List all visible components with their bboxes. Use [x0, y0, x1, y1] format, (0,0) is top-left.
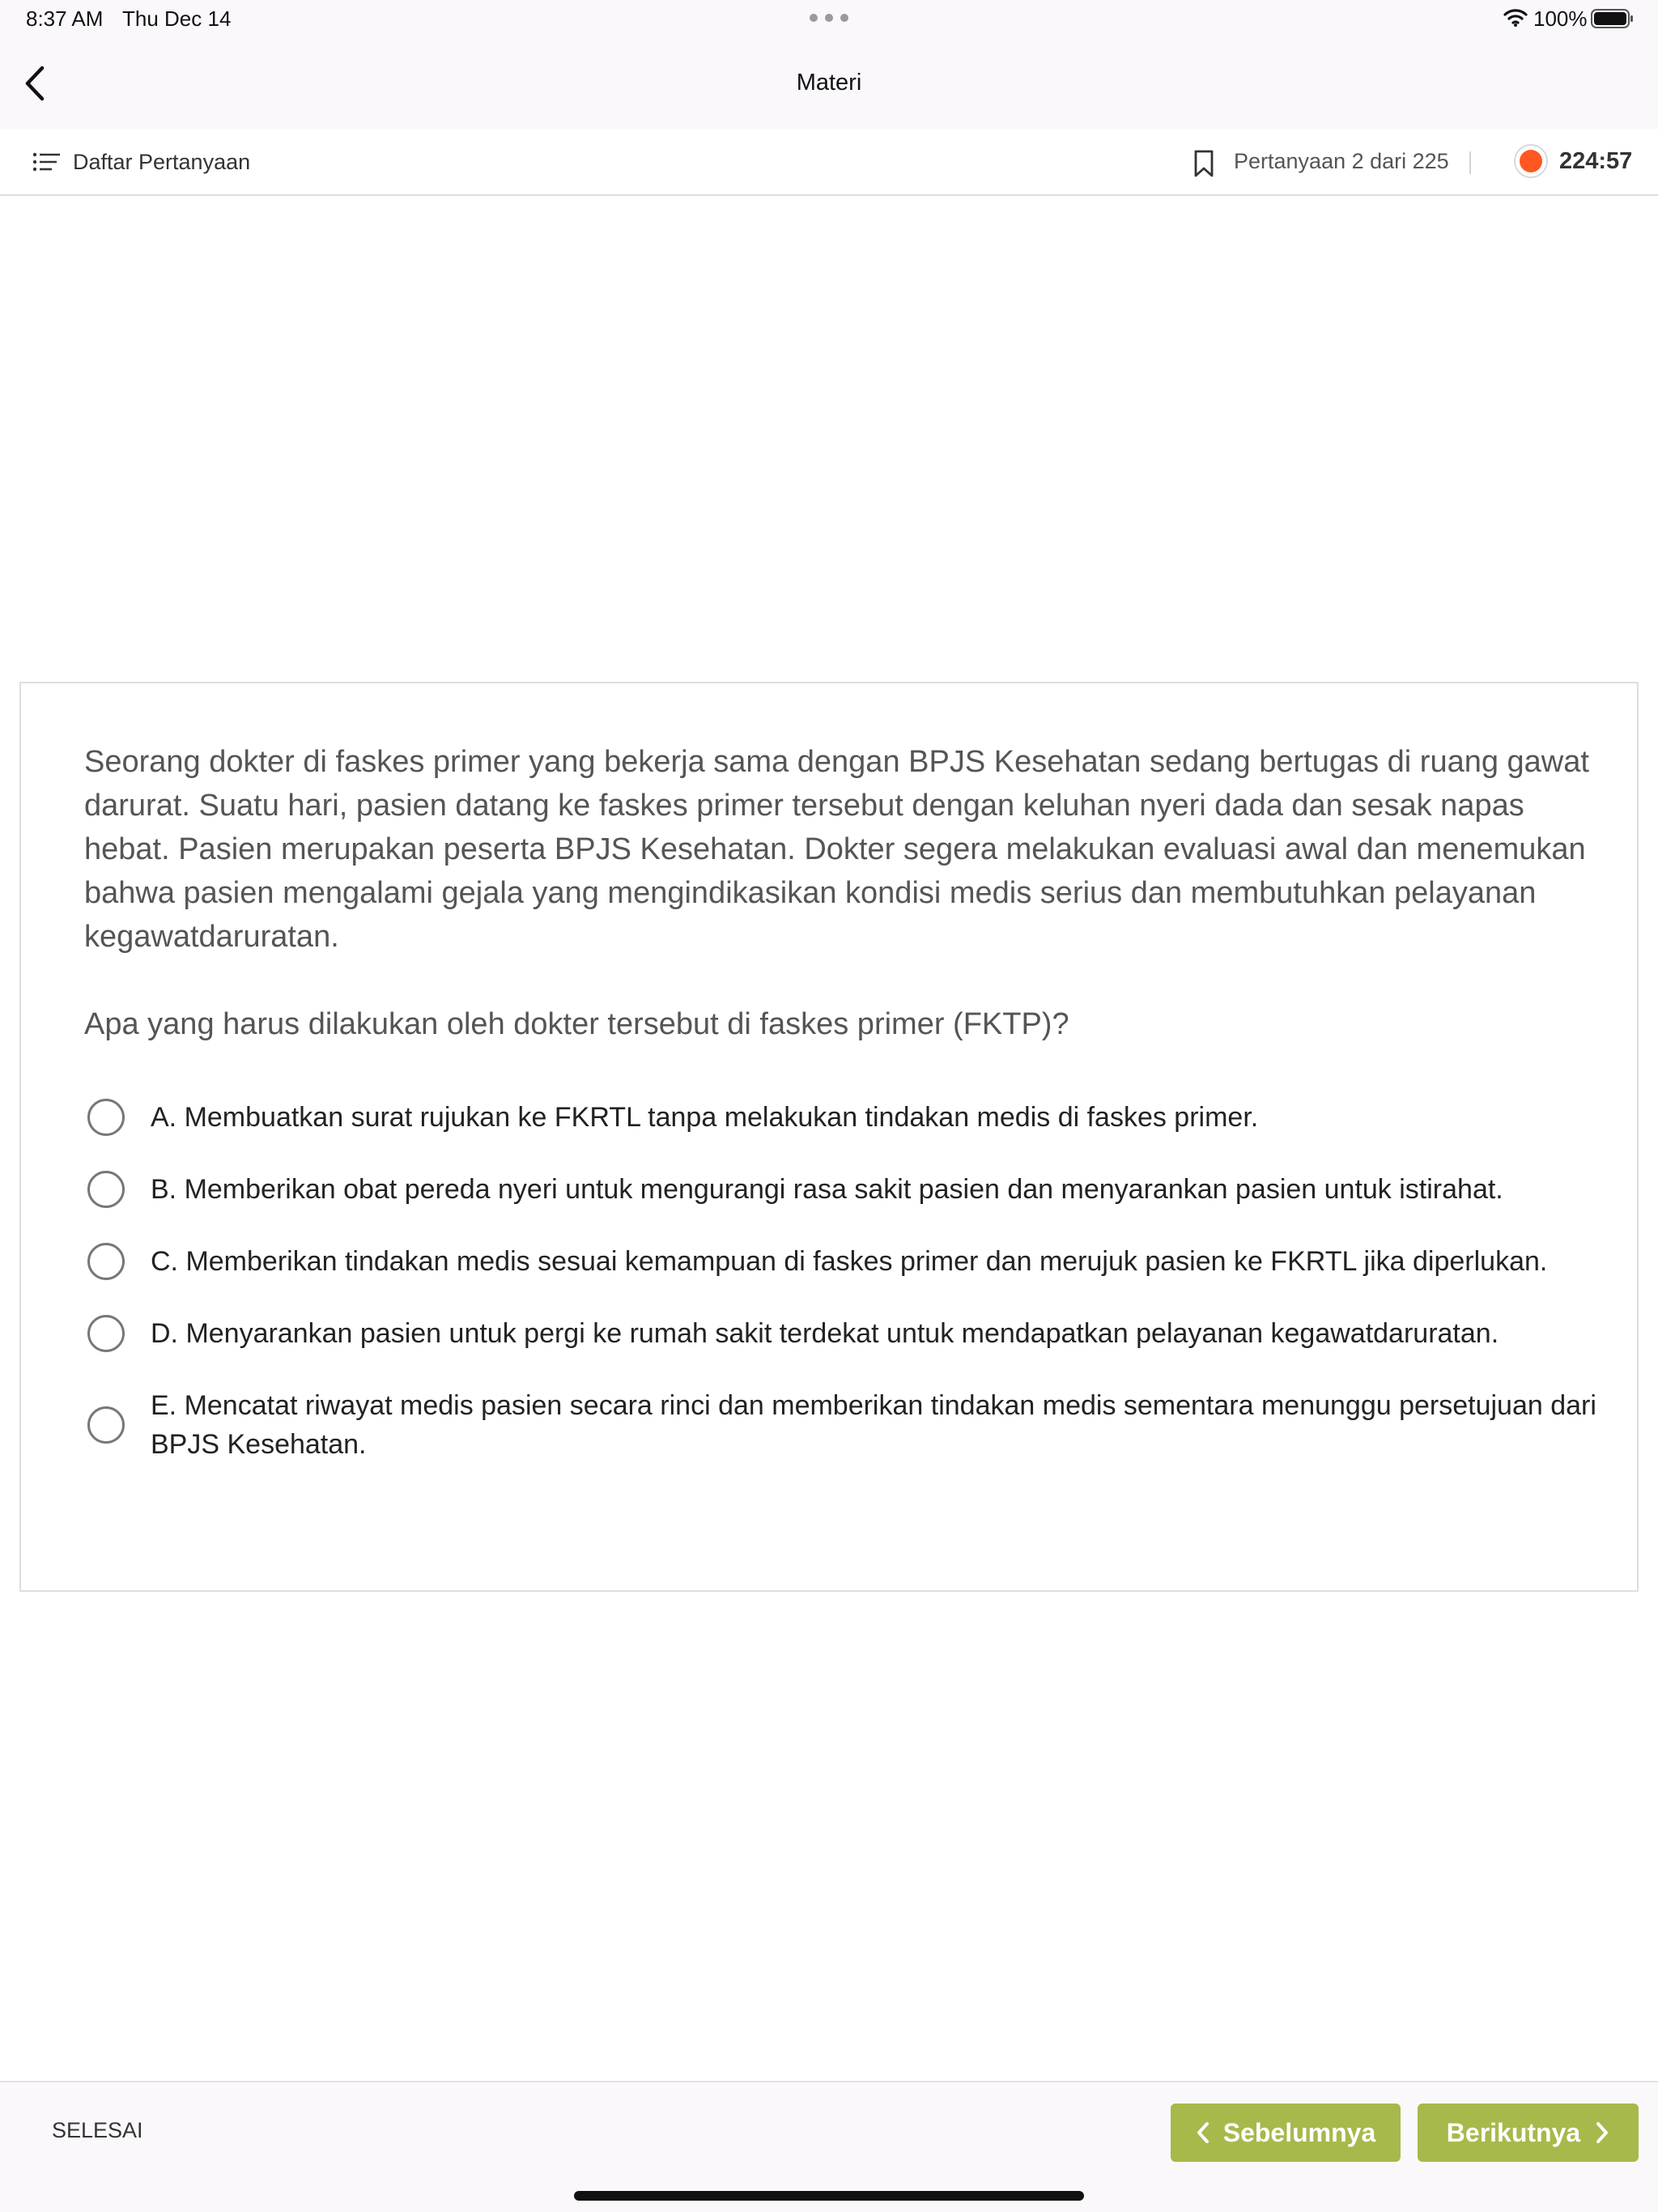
multitasking-dots-icon[interactable] [810, 10, 848, 26]
answer-option-a[interactable] [87, 1098, 1609, 1137]
question-list-label: Daftar Pertanyaan [73, 149, 251, 174]
question-list-button[interactable] [32, 146, 250, 178]
option-label: C. Memberikan tindakan medis sesuai kemampuan di faskes primer dan merujuk pasien ke FKRTL jika diperlukan. [151, 1246, 1548, 1277]
toolbar-divider [1469, 151, 1471, 174]
question-prompt: Apa yang harus dilakukan oleh dokter tersebut di faskes primer (FKTP)? [84, 1007, 1069, 1041]
list-icon [32, 151, 62, 172]
bookmark-icon[interactable] [1193, 149, 1214, 178]
radio-button[interactable] [87, 1099, 125, 1136]
answer-option-d[interactable] [87, 1314, 1609, 1353]
top-bar [0, 0, 1658, 130]
page-title: Materi [796, 70, 862, 96]
timer-indicator-icon [1513, 143, 1549, 179]
previous-button[interactable] [1171, 2104, 1401, 2162]
option-label: A. Membuatkan surat rujukan ke FKRTL tanpa melakukan tindakan medis di faskes primer. [151, 1102, 1259, 1133]
radio-button[interactable] [87, 1315, 125, 1352]
previous-button-label: Sebelumnya [1222, 2117, 1376, 2147]
next-button[interactable] [1418, 2104, 1639, 2162]
status-bar [0, 0, 1658, 37]
finish-button[interactable]: SELESAI [52, 2118, 143, 2142]
radio-button[interactable] [87, 1243, 125, 1280]
question-counter: Pertanyaan 2 dari 225 [1234, 149, 1449, 173]
question-toolbar [0, 130, 1658, 196]
battery-percent: 100% [1533, 6, 1588, 31]
question-text: Seorang dokter di faskes primer yang bekerja sama dengan BPJS Kesehatan sedang bertugas di ruang gawat darurat. Suatu hari, pasien datang ke faskes primer tersebut dengan keluhan nyeri dada dan sesak napas hebat. Pasien merupakan peserta BPJS Kesehatan. Dokter segera melakukan evaluasi awal dan menemukan bahwa pasien mengalami gejala yang mengindikasikan kondisi medis serius dan membutuhkan pelayanan kegawatdaruratan. [84, 745, 1589, 954]
option-label: E. Mencatat riwayat medis pasien secara rinci dan memberikan tindakan medis sementara menunggu persetujuan dari BPJS Kesehatan. [151, 1390, 1596, 1460]
chevron-left-icon [1196, 2121, 1210, 2144]
status-time: 8:37 AM [26, 6, 104, 31]
answer-option-c[interactable] [87, 1242, 1609, 1281]
chevron-right-icon [1595, 2121, 1609, 2144]
status-date: Thu Dec 14 [122, 6, 232, 31]
radio-button[interactable] [87, 1171, 125, 1208]
home-indicator[interactable] [574, 2191, 1084, 2201]
countdown-timer: 224:57 [1559, 148, 1633, 174]
battery-icon [1591, 9, 1635, 28]
next-button-label: Berikutnya [1446, 2117, 1581, 2147]
question-card [19, 682, 1639, 1592]
option-label: D. Menyarankan pasien untuk pergi ke rumah sakit terdekat untuk mendapatkan pelayanan kegawatdaruratan. [151, 1318, 1499, 1349]
wifi-icon [1503, 8, 1528, 28]
answer-option-b[interactable] [87, 1170, 1609, 1209]
footer-bar [0, 2081, 1658, 2212]
radio-button[interactable] [87, 1406, 125, 1444]
option-label: B. Memberikan obat pereda nyeri untuk mengurangi rasa sakit pasien dan menyarankan pasien untuk istirahat. [151, 1174, 1503, 1205]
answer-option-e[interactable] [87, 1386, 1609, 1464]
